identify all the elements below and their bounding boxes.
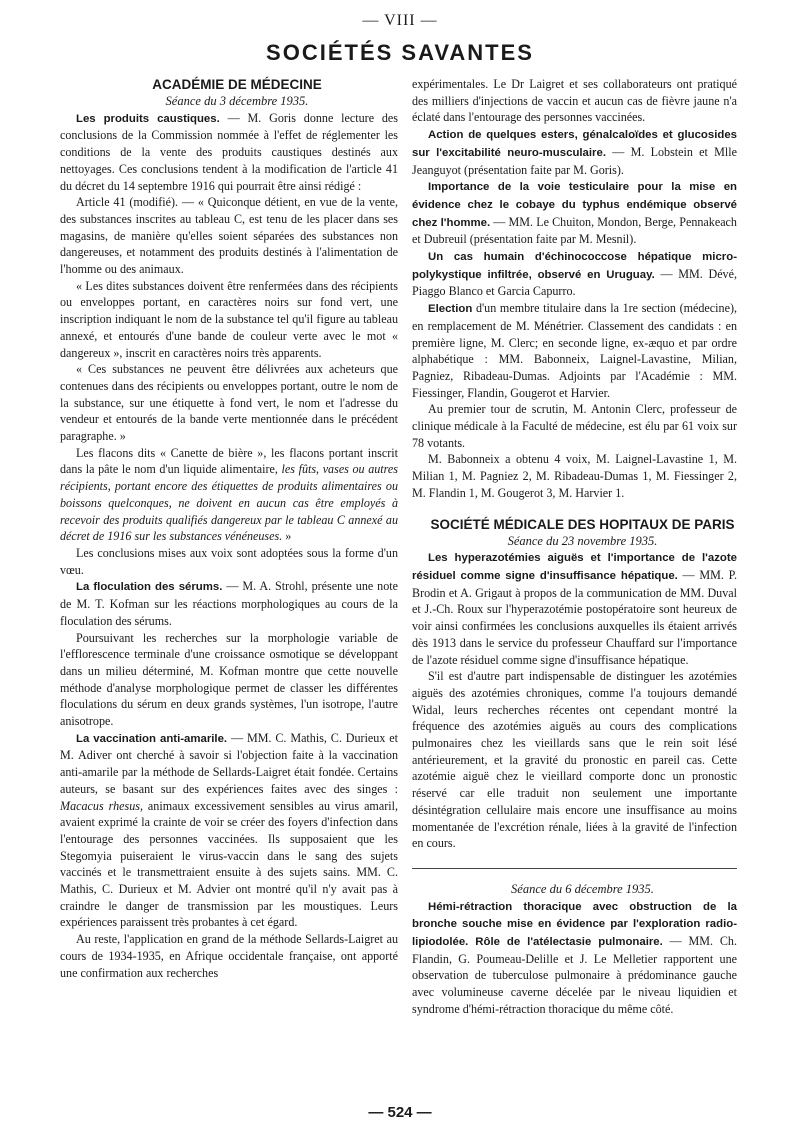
article-title: Un cas humain d'échinococcose hépatique micro-polykystique infiltrée, observé en Uruguay. xyxy=(412,251,737,281)
article-title: Election xyxy=(428,303,473,316)
article-caustiques xyxy=(60,110,398,195)
article-text: — MM. Ch. Flandin, G. Poumeau-Delille et J. Le Melletier rapportent une observation de tuberculose pulmonaire à prédominance gauche avec volumineuse caverne décelée par le niveau liquidien et syndrome d'hémi-rétraction thoracique du même côté. xyxy=(412,934,737,1016)
roman-page-number: — VIII — xyxy=(362,12,438,29)
article-title: Les hyperazotémies aiguës et l'importance de l'azote résiduel comme signe d'insuffisance hépatique. xyxy=(412,552,737,582)
divider xyxy=(412,868,737,869)
article-hyperazotemies xyxy=(412,549,737,668)
paragraph: Les conclusions mises aux voix sont adoptées sous la forme d'un vœu. xyxy=(60,545,398,577)
session-date: Séance du 3 décembre 1935. xyxy=(165,94,309,108)
paragraph: « Ces substances ne peuvent être délivrées aux acheteurs que contenues dans des récipients ou enveloppes portant, outre le nom de la substance, sur une étiquette à fond vert, le nom et l'adresse du vendeur et entourés de la bande verte mentionnée dans le précédent paragraphe. » xyxy=(60,362,398,444)
spacer xyxy=(412,502,737,516)
article-text: — MM. Le Chuiton, Mondon, Berge, Pennakeach et Dubreuil (présentation faite par M. Mesnil). xyxy=(412,214,737,247)
article-election xyxy=(412,300,737,401)
paragraph: Au premier tour de scrutin, M. Antonin Clerc, professeur de clinique médicale à la Faculté de médecine, est élu par 61 voix sur 78 votants. xyxy=(412,402,737,450)
article-text: — MM. Dévé, Piaggo Blanco et Garcia Capurro. xyxy=(412,266,737,299)
article-text: — M. A. Strohl, présente une note de M. T. Kofman sur les réactions morphologiques au cours de la floculation des sérums. xyxy=(60,579,398,628)
paragraph: Au reste, l'application en grand de la méthode Sellards-Laigret au cours de 1934-1935, en Afrique occidentale française, ont apporté une confirmation aux recherches xyxy=(60,932,398,980)
article-text: animaux excessivement sensibles au virus amaril, avaient exprimé la crainte de voir se créer des foyers d'infection dans l'entourage des personnes vaccinées. Ils supposaient que les Stegomyia puiseraient le virus-vaccin dans le sang des sujets vaccinés et le transmettraient ensuite à des sujets sains. MM. C. Mathis, C. Durieux et M. Advier ont montré qu'il n'y avait pas à craindre le danger de transmission par les moustiques. Leurs expériences paraissent très probantes à cet égard. xyxy=(60,798,398,930)
right-column xyxy=(412,76,737,1018)
text-span: Les flacons dits « Canette de bière », les flacons portant inscrit dans la pâte le nom d'un liquide alimentaire, xyxy=(60,445,398,477)
paragraph: Article 41 (modifié). — « Quiconque détient, en vue de la vente, des substances inscrites au tableau C, est tenu de les placer dans ses magasins, de manière qu'elles soient séparées des substances non dangereuses, et notamment des produits destinés à l'alimentation de l'homme ou des animaux. xyxy=(60,195,398,277)
article-hemi-retraction xyxy=(412,898,737,1018)
article-title: Importance de la voie testiculaire pour la mise en évidence chez le cobaye du typhus endémique observé chez l'homme. xyxy=(412,181,737,229)
paragraph: expérimentales. Le Dr Laigret et ses collaborateurs ont pratiqué des milliers d'injections de vaccin et aucun cas de fièvre jaune n'a éclaté dans l'entourage des personnes vaccinées. xyxy=(412,77,737,125)
text-span: » xyxy=(282,529,292,544)
section-title: SOCIÉTÉS SAVANTES xyxy=(266,40,534,65)
article-title: Action de quelques esters, génalcaloïdes et glucosides sur l'excitabilité neuro-musculaire. xyxy=(412,129,737,159)
article-title: La vaccination anti-amarile. xyxy=(76,732,228,745)
italic-span: Macacus rhesus, xyxy=(60,798,143,813)
paragraph: S'il est d'autre part indispensable de distinguer les azotémies aiguës des azotémies chroniques, comme l'a toujours demandé Widal, leurs recherches récentes ont cependant montré la fréquence des azotémies aiguës au cours des complications pulmonaires chez les vieillards sans que le rein soit lésé antérieurement, et la gravité du pronostic en pareil cas. Cette azotémie aiguë chez le vieillard comporte donc un pronostic réservé car elle traduit non seulement une importante désintégration cellulaire mais encore une insuffisance au moins momentanée de l'excrétion rénale, liées à la gravité de l'infection en cours. xyxy=(412,669,737,851)
article-floculation xyxy=(60,578,398,629)
article-text: d'un membre titulaire dans la 1re section (médecine), en remplacement de M. Ménétrier. Classement des candidats : en première ligne, M. Clerc; en seconde ligne, ex-æquo et par ordre alphabétique : MM. Babonneix, Laignel-Lavastine, Milian, Pagniez, Ribadeau-Dumas. Adjoints par l'Académie : MM. Fiessinger, Flandin, Gougerot et Harvier. xyxy=(412,301,737,400)
page-number: — 524 — xyxy=(368,1104,432,1121)
italic-span: les fûts, vases ou autres récipients, portant encore des étiquettes de produits alimentaires ou boissons quelconques, ne doivent en aucun cas être employés à recevoir des produits qualifiés dangereux par le tableau C annexé au décret de 1916 sur les substances vénéneuses. xyxy=(60,462,399,544)
paragraph xyxy=(60,445,398,545)
societe-heading: SOCIÉTÉ MÉDICALE DES HOPITAUX DE PARIS xyxy=(430,516,735,532)
article-title: Les produits caustiques. xyxy=(76,112,220,125)
paragraph: Poursuivant les recherches sur la morphologie variable de l'efflorescence terminale d'une croissance osmotique se développant dans un milieu déterminé, M. Kofman montre que cette nouvelle méthode d'analyse morphologique permet de classer les différentes floculations du sérum en deux grands systèmes, l'un isotrope, l'autre anisotrope. xyxy=(60,630,398,729)
article-vaccination xyxy=(60,730,398,931)
paragraph: M. Babonneix a obtenu 4 voix, M. Laignel-Lavastine 1, M. Milian 1, M. Pagniez 2, M. Ribadeau-Dumas 1, M. Fiessinger 2, M. Flandin 1, M. Gougerot 3, M. Harvier 1. xyxy=(412,452,737,500)
article-title: La floculation des sérums. xyxy=(76,581,223,594)
article-text: — M. Goris donne lecture des conclusions de la Commission nommée à l'effet de réglementer les conditions de la vente des produits caustiques destinés aux nettoyages. Ces conclusions tendent à la modification de l'article 41 du décret du 14 septembre 1916 qui pourrait être ainsi rédigé : xyxy=(60,110,398,193)
article-text: — MM. P. Brodin et A. Grigaut à propos de la communication de MM. Duval et J.-Ch. Roux sur l'hyperazotémie postopératoire sont heureux de voir ainsi confirmées les conclusions auxquelles ils étaient arrivés dès 1913 dans le service du professeur Chauffard sur l'importance de l'azote résiduel comme signe d'insuffisance hépatique. xyxy=(412,567,737,667)
session-date: Séance du 6 décembre 1935. xyxy=(511,881,654,896)
left-column xyxy=(60,76,398,981)
article-typhus xyxy=(412,178,737,248)
article-echinococcose xyxy=(412,248,737,300)
article-esters xyxy=(412,126,737,178)
session-date: Séance du 23 novembre 1935. xyxy=(507,533,658,548)
academie-heading: ACADÉMIE DE MÉDECINE xyxy=(152,77,322,92)
article-text: — M. Lobstein et Mlle Jeanguyot (présentation faite par M. Goris). xyxy=(412,144,737,177)
article-text: — MM. C. Mathis, C. Durieux et M. Adiver ont cherché à savoir si l'objection faite à la vaccination anti-amarile par la méthode de Sellards-Laigret était fondée. Certains auteurs, se basant sur des expériences faites avec des singes : xyxy=(60,730,398,796)
paragraph: « Les dites substances doivent être renfermées dans des récipients ou enveloppes portant, en caractères noirs sur fond vert, une inscription indiquant le nom de la substance tel qu'il figure au tableau annexé, et entourés d'une bande de couleur verte avec le mot « dangereux », inscrit en caractères noirs très apparents. xyxy=(60,278,398,360)
article-title: Hémi-rétraction thoracique avec obstruction de la bronche souche mise en évidence par l'exploration radio-lipiodolée. Rôle de l'atélectasie pulmonaire. xyxy=(412,900,737,949)
